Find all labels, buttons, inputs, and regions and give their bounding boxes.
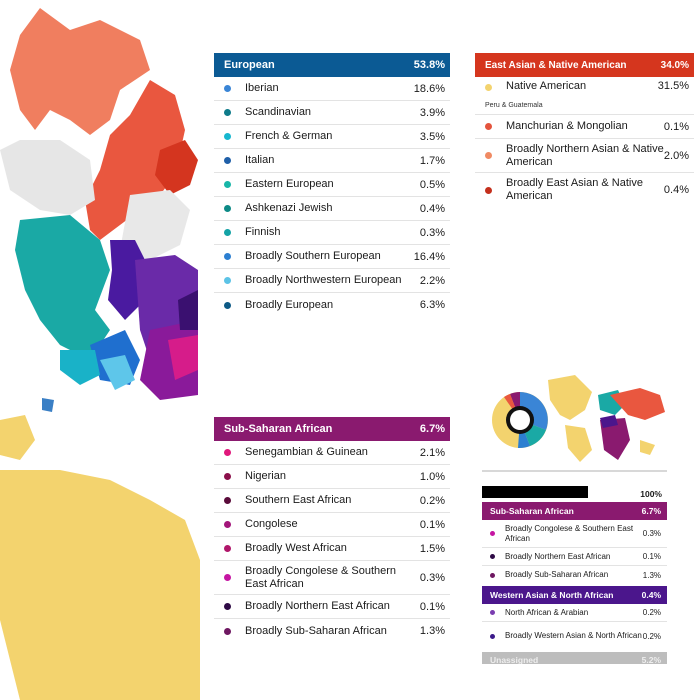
european-header[interactable] bbox=[214, 53, 450, 77]
mini-unassigned-header[interactable] bbox=[482, 652, 667, 664]
ancestry-row[interactable] bbox=[482, 520, 667, 548]
ancestry-row-percent: 0.3% bbox=[419, 571, 445, 584]
ancestry-row-label: Eastern European bbox=[245, 178, 334, 191]
ancestry-row[interactable] bbox=[475, 139, 694, 173]
mini-western-asian-title: Western Asian & North African bbox=[490, 590, 614, 600]
color-dot-icon bbox=[224, 603, 231, 610]
ancestry-row-percent: 0.2% bbox=[642, 608, 661, 617]
ancestry-row-label-group bbox=[245, 542, 420, 555]
ancestry-row-label: Nigerian bbox=[245, 470, 286, 483]
ancestry-row-label: Italian bbox=[245, 154, 275, 167]
ancestry-row-label-group bbox=[505, 552, 643, 561]
ancestry-row[interactable] bbox=[482, 548, 667, 566]
ancestry-row-label: Manchurian & Mongolian bbox=[506, 120, 628, 133]
ancestry-row-percent: 18.6% bbox=[413, 82, 445, 95]
ancestry-row-label: Broadly Northern East African bbox=[505, 551, 611, 561]
ancestry-row-label: Broadly Sub-Saharan African bbox=[245, 624, 387, 637]
ancestry-row-label-group bbox=[505, 524, 643, 542]
color-dot-icon bbox=[490, 554, 495, 559]
ancestry-row-percent: 0.1% bbox=[642, 552, 661, 561]
ancestry-row-label: Broadly Southern European bbox=[245, 250, 381, 263]
ancestry-row-percent: 0.3% bbox=[419, 226, 445, 239]
ancestry-row-label-group bbox=[245, 446, 420, 459]
ancestry-row-percent: 0.4% bbox=[419, 202, 445, 215]
ancestry-donut-chart bbox=[492, 392, 548, 448]
color-dot-icon bbox=[224, 628, 231, 635]
ancestry-row-label-group bbox=[245, 565, 420, 590]
color-dot-icon bbox=[224, 574, 231, 581]
ancestry-row-label-group bbox=[245, 299, 420, 312]
ancestry-row-percent: 1.3% bbox=[642, 570, 661, 580]
ancestry-row-percent: 2.0% bbox=[663, 149, 689, 162]
ancestry-row[interactable] bbox=[214, 561, 450, 595]
color-dot-icon bbox=[224, 473, 231, 480]
color-dot-icon bbox=[224, 497, 231, 504]
ancestry-row[interactable] bbox=[214, 465, 450, 489]
ancestry-row-label-group bbox=[245, 518, 420, 531]
ancestry-row-percent: 6.3% bbox=[419, 299, 445, 311]
ancestry-row[interactable] bbox=[214, 125, 450, 149]
ancestry-row[interactable] bbox=[214, 197, 450, 221]
mini-unassigned-panel bbox=[482, 652, 667, 664]
ancestry-row[interactable] bbox=[214, 441, 450, 465]
color-dot-icon bbox=[224, 449, 231, 456]
ancestry-row-percent: 0.3% bbox=[642, 529, 661, 538]
ancestry-row-label-group bbox=[505, 608, 643, 617]
ancestry-row-percent: 0.1% bbox=[419, 600, 445, 613]
mini-total-percent: 100% bbox=[640, 489, 662, 499]
color-dot-icon bbox=[490, 531, 495, 536]
mini-sub-saharan-panel bbox=[482, 502, 667, 584]
color-dot-icon bbox=[224, 545, 231, 552]
color-dot-icon bbox=[485, 123, 492, 130]
ancestry-row-label-group bbox=[245, 250, 414, 263]
ancestry-row-label: Broadly Congolese & Southern East African bbox=[505, 524, 634, 543]
sub-saharan-header[interactable] bbox=[214, 417, 450, 441]
color-dot-icon bbox=[224, 157, 231, 164]
ancestry-row-label-group bbox=[245, 202, 420, 215]
mini-western-asian-percent: 0.4% bbox=[641, 590, 661, 600]
mini-sub-saharan-percent: 6.7% bbox=[641, 506, 661, 516]
ancestry-row-percent: 0.5% bbox=[419, 178, 445, 191]
color-dot-icon bbox=[490, 634, 495, 639]
color-dot-icon bbox=[224, 302, 231, 309]
ancestry-row-percent: 0.2% bbox=[419, 494, 445, 507]
ancestry-row-label-group bbox=[245, 130, 420, 143]
ancestry-row-label-group bbox=[245, 274, 420, 287]
ancestry-row[interactable] bbox=[214, 149, 450, 173]
european-title: European bbox=[224, 59, 275, 71]
ancestry-row-label-group bbox=[245, 106, 420, 119]
ancestry-row-percent: 0.4% bbox=[663, 184, 689, 196]
ancestry-row-label: Scandinavian bbox=[245, 106, 312, 119]
ancestry-row-percent: 1.3% bbox=[419, 625, 445, 637]
ancestry-row[interactable] bbox=[214, 293, 450, 317]
ancestry-row-label-group bbox=[505, 631, 643, 640]
ancestry-row[interactable] bbox=[475, 173, 694, 207]
ancestry-row-percent: 2.1% bbox=[419, 446, 445, 459]
color-dot-icon bbox=[224, 205, 231, 212]
east-asian-percent: 34.0% bbox=[660, 59, 689, 71]
ancestry-row-label-group bbox=[245, 600, 420, 613]
ancestry-row-label: Broadly Northern Asian & Native American bbox=[506, 142, 664, 168]
ancestry-row-label: Iberian bbox=[245, 82, 279, 95]
ancestry-row[interactable] bbox=[214, 619, 450, 643]
redacted-bar bbox=[482, 486, 588, 498]
ancestry-row-label-group bbox=[245, 494, 420, 507]
ancestry-row[interactable] bbox=[214, 221, 450, 245]
sub-saharan-percent: 6.7% bbox=[419, 423, 445, 435]
ancestry-row-label: Broadly West African bbox=[245, 542, 347, 555]
color-dot-icon bbox=[224, 229, 231, 236]
mini-western-asian-header[interactable] bbox=[482, 586, 667, 604]
ancestry-row[interactable] bbox=[482, 622, 667, 650]
ancestry-row-percent: 1.7% bbox=[419, 154, 445, 167]
ancestry-row-label: Broadly Sub-Saharan African bbox=[505, 570, 609, 580]
ancestry-row-percent: 0.1% bbox=[663, 120, 689, 133]
americas-map-detail bbox=[0, 415, 200, 700]
mini-sub-saharan-header[interactable] bbox=[482, 502, 667, 520]
european-panel bbox=[214, 53, 450, 317]
ancestry-row[interactable] bbox=[214, 245, 450, 269]
europe-map-detail bbox=[0, 8, 198, 412]
european-percent: 53.8% bbox=[413, 59, 445, 71]
ancestry-row[interactable] bbox=[214, 269, 450, 293]
ancestry-row-label-group bbox=[506, 120, 664, 133]
ancestry-row-label: Broadly Northwestern European bbox=[245, 274, 402, 287]
color-dot-icon bbox=[490, 573, 495, 578]
ancestry-row[interactable] bbox=[214, 513, 450, 537]
color-dot-icon bbox=[224, 85, 231, 92]
ancestry-row-label: Broadly East Asian & Native American bbox=[506, 177, 643, 202]
ancestry-row[interactable] bbox=[214, 101, 450, 125]
color-dot-icon bbox=[485, 84, 492, 91]
east-asian-header[interactable] bbox=[475, 53, 694, 77]
color-dot-icon bbox=[224, 277, 231, 284]
ancestry-row-label-group bbox=[505, 570, 643, 579]
mini-unassigned-percent: 5.2% bbox=[641, 655, 661, 664]
color-dot-icon bbox=[224, 521, 231, 528]
ancestry-row-sublabel: Peru & Guatemala bbox=[485, 101, 543, 109]
color-dot-icon bbox=[224, 133, 231, 140]
ancestry-row-percent: 2.2% bbox=[419, 274, 445, 287]
east-asian-panel bbox=[475, 53, 694, 207]
ancestry-row[interactable] bbox=[475, 77, 694, 115]
ancestry-row-label-group bbox=[245, 82, 414, 95]
color-dot-icon bbox=[485, 152, 492, 159]
ancestry-row-percent: 16.4% bbox=[413, 250, 445, 263]
ancestry-row-percent: 1.5% bbox=[419, 542, 445, 555]
mini-western-asian-panel bbox=[482, 586, 667, 650]
ancestry-row-label: Ashkenazi Jewish bbox=[245, 202, 333, 215]
mini-sub-saharan-title: Sub-Saharan African bbox=[490, 506, 574, 516]
ancestry-row-label: North African & Arabian bbox=[505, 607, 589, 617]
mini-unassigned-title: Unassigned bbox=[490, 655, 539, 664]
ancestry-row-label: Southern East African bbox=[245, 494, 352, 507]
ancestry-row-label-group bbox=[245, 226, 420, 239]
ancestry-row-label: Finnish bbox=[245, 226, 281, 239]
ancestry-row-label: Broadly Western Asian & North African bbox=[505, 631, 642, 641]
ancestry-row-label: French & German bbox=[245, 130, 333, 143]
ancestry-row[interactable] bbox=[214, 595, 450, 619]
ancestry-row-percent: 31.5% bbox=[657, 80, 689, 92]
ancestry-row-label-group bbox=[506, 143, 664, 168]
ancestry-row-label: Broadly Northern East African bbox=[245, 600, 390, 613]
ancestry-row-percent: 0.1% bbox=[419, 518, 445, 531]
color-dot-icon bbox=[485, 187, 492, 194]
ancestry-row-percent: 3.5% bbox=[419, 130, 445, 143]
ancestry-row-label: Congolese bbox=[245, 518, 298, 531]
ancestry-row[interactable] bbox=[475, 115, 694, 139]
ancestry-row[interactable] bbox=[214, 77, 450, 101]
ancestry-row[interactable] bbox=[214, 537, 450, 561]
ancestry-row[interactable] bbox=[482, 566, 667, 584]
ancestry-row-label: Broadly Congolese & Southern East African bbox=[245, 564, 397, 590]
ancestry-row-label-group bbox=[485, 80, 658, 110]
ancestry-row-percent: 0.2% bbox=[642, 631, 661, 641]
ancestry-row-label: Broadly European bbox=[245, 298, 334, 311]
color-dot-icon bbox=[224, 181, 231, 188]
ancestry-row[interactable] bbox=[214, 173, 450, 197]
sub-saharan-title: Sub-Saharan African bbox=[224, 423, 333, 435]
ancestry-row-label: Senegambian & Guinean bbox=[245, 446, 368, 459]
ancestry-row[interactable] bbox=[482, 604, 667, 622]
ancestry-row[interactable] bbox=[214, 489, 450, 513]
ancestry-row-label-group bbox=[245, 178, 420, 191]
ancestry-row-label: Native American bbox=[506, 80, 587, 92]
ancestry-row-label-group bbox=[245, 154, 420, 167]
color-dot-icon bbox=[224, 253, 231, 260]
sub-saharan-panel bbox=[214, 417, 450, 643]
color-dot-icon bbox=[490, 610, 495, 615]
east-asian-title: East Asian & Native American bbox=[485, 59, 627, 71]
ancestry-row-percent: 3.9% bbox=[419, 106, 445, 119]
ancestry-row-label-group bbox=[245, 470, 420, 483]
ancestry-row-label-group bbox=[506, 177, 664, 202]
color-dot-icon bbox=[224, 109, 231, 116]
ancestry-row-label-group bbox=[245, 625, 420, 638]
ancestry-row-percent: 1.0% bbox=[419, 470, 445, 483]
